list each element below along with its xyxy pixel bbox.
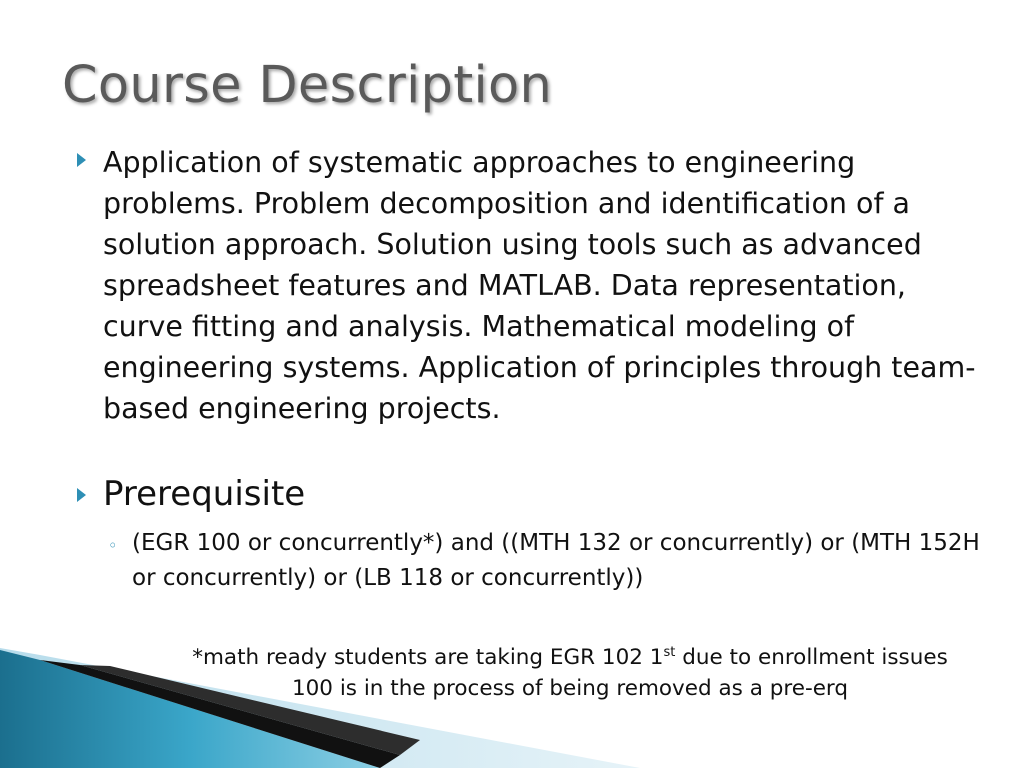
bullet-triangle-icon xyxy=(77,153,86,167)
slide-title: Course Description xyxy=(62,56,553,115)
course-description-text: Application of systematic approaches to engineering problems. Problem decomposition and identification of a solution approach. Solution using tools such as advanced spreadsheet features and MATLAB. Data representation, curve fitting and analysis. Mathematical modeling of engineering systems. Application of principles through team-based engineering projects. xyxy=(103,146,976,425)
note-line-2: 100 is in the process of being removed as a pre-erq xyxy=(291,676,849,701)
sub-bullet-circle-icon: ◦ xyxy=(108,536,118,555)
note-line-1-end: due to enrollment issues xyxy=(675,645,948,670)
note-line-1-start: *math ready students are taking EGR 102 1 xyxy=(192,645,664,670)
bullet-triangle-icon xyxy=(77,488,86,502)
note-line-1 xyxy=(120,642,1020,673)
prerequisite-heading: Prerequisite xyxy=(103,474,306,514)
enrollment-note xyxy=(120,642,1020,704)
prerequisite-text: (EGR 100 or concurrently*) and ((MTH 132 or concurrently) or (MTH 152H or concurrently) or (LB 118 or concurrently)) xyxy=(132,530,980,591)
note-superscript: st xyxy=(663,644,676,660)
